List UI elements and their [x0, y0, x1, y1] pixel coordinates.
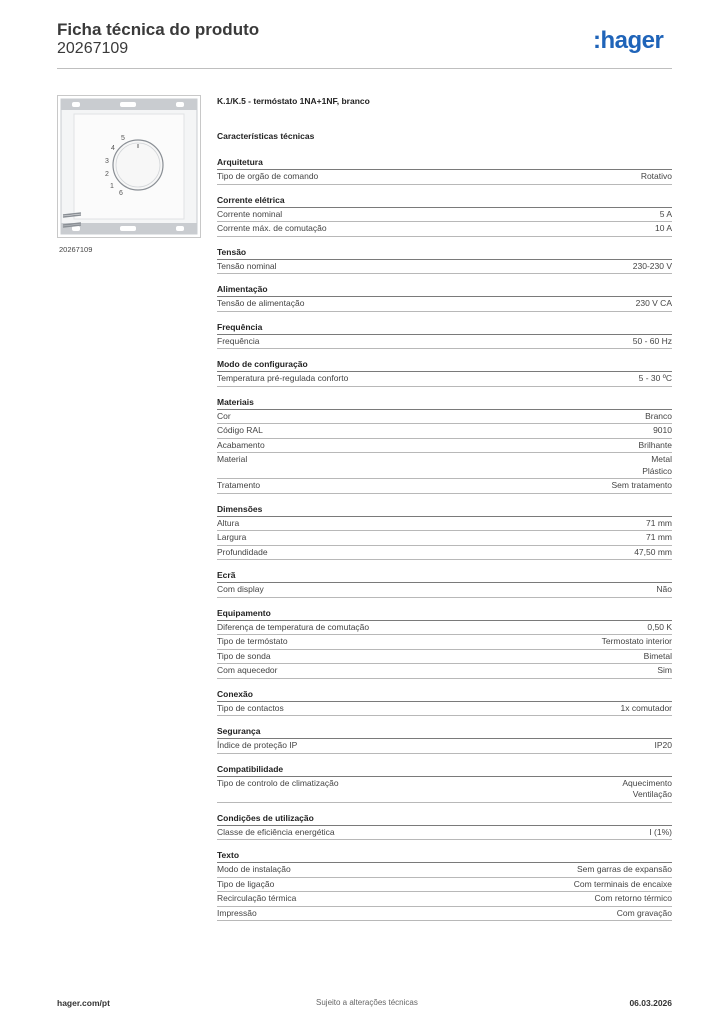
spec-group — [217, 320, 672, 350]
spec-value: Não — [656, 584, 672, 594]
spec-value: Termostato interior — [601, 636, 672, 646]
spec-label: Temperatura pré-regulada conforto — [217, 373, 349, 383]
spec-group-title: Corrente elétrica — [217, 194, 285, 205]
spec-group-title: Alimentação — [217, 284, 268, 294]
spec-label: Tensão nominal — [217, 260, 277, 271]
spec-group — [217, 502, 672, 561]
spec-label: Material — [217, 454, 248, 464]
spec-label: Acabamento — [217, 439, 265, 450]
spec-value: Sem garras de expansão — [577, 864, 672, 874]
spec-row — [217, 372, 672, 387]
spec-group — [217, 357, 672, 387]
spec-label: Corrente máx. de comutação — [217, 223, 327, 233]
spec-group-title: Arquitetura — [217, 157, 263, 167]
spec-row — [217, 635, 672, 650]
product-image — [57, 95, 201, 238]
spec-value: Com retorno térmico — [594, 893, 672, 903]
spec-row — [217, 297, 672, 312]
spec-value: Metal Plástico — [642, 454, 672, 476]
spec-row — [217, 260, 672, 275]
header-divider — [57, 68, 672, 69]
spec-row — [217, 826, 672, 841]
spec-group — [217, 724, 672, 754]
spec-value: 5 - 30 ºC — [638, 373, 672, 383]
spec-table — [217, 155, 672, 929]
hager-logo: :hager — [593, 27, 664, 54]
spec-label: Tensão de alimentação — [217, 298, 305, 308]
spec-row — [217, 583, 672, 598]
spec-group-title: Compatibilidade — [217, 763, 284, 774]
spec-value: Sem tratamento — [611, 480, 672, 490]
spec-row — [217, 517, 672, 532]
spec-group-title: Condições de utilização — [217, 812, 314, 823]
footer-website-link[interactable]: hager.com/pt — [57, 998, 110, 1008]
spec-value: 5 A — [659, 208, 672, 219]
image-caption: 20267109 — [59, 245, 93, 254]
spec-value: Brilhante — [638, 439, 672, 450]
thermostat-drawing — [58, 96, 200, 237]
product-code: 20267109 — [57, 40, 129, 57]
spec-label: Tipo de controlo de climatização — [217, 777, 339, 788]
spec-label: Índice de proteção IP — [217, 740, 298, 750]
page-title: Ficha técnica do produto — [57, 20, 260, 39]
spec-value: Branco — [645, 410, 672, 421]
spec-label: Tipo de termóstato — [217, 636, 288, 646]
spec-label: Diferença de temperatura de comutação — [217, 621, 370, 632]
dial-label: 3 — [105, 158, 109, 165]
spec-value: 71 mm — [646, 517, 672, 528]
spec-group-title: Texto — [217, 850, 240, 860]
spec-row — [217, 702, 672, 717]
spec-group — [217, 848, 672, 921]
spec-group — [217, 193, 672, 237]
spec-group-title: Equipamento — [217, 607, 271, 618]
spec-label: Recirculação térmica — [217, 893, 297, 903]
spec-group — [217, 687, 672, 717]
spec-value: Com terminais de encaixe — [573, 878, 672, 889]
spec-group-title: Tensão — [217, 246, 247, 257]
spec-row — [217, 208, 672, 223]
spec-value: 47,50 mm — [634, 546, 672, 557]
spec-row — [217, 878, 672, 893]
spec-value: 9010 — [653, 425, 672, 435]
spec-value: Sim — [657, 665, 672, 675]
spec-label: Altura — [217, 517, 240, 528]
spec-row — [217, 650, 672, 665]
spec-value: 230-230 V — [632, 260, 672, 271]
spec-group — [217, 811, 672, 841]
spec-label: Código RAL — [217, 425, 263, 435]
spec-value: 0,50 K — [647, 621, 672, 632]
spec-row — [217, 170, 672, 185]
spec-group-title: Segurança — [217, 726, 261, 736]
spec-value: I (1%) — [649, 826, 672, 837]
spec-value: 10 A — [654, 223, 672, 233]
section-heading: Características técnicas — [217, 131, 315, 141]
spec-label: Com display — [217, 584, 264, 594]
spec-row — [217, 335, 672, 350]
spec-row — [217, 531, 672, 546]
footer-date: 06.03.2026 — [629, 998, 672, 1008]
spec-row — [217, 739, 672, 754]
spec-label: Com aquecedor — [217, 665, 278, 675]
spec-label: Profundidade — [217, 546, 268, 557]
spec-value: Aquecimento Ventilação — [622, 777, 672, 799]
spec-value: Rotativo — [640, 171, 672, 181]
spec-row — [217, 410, 672, 425]
spec-group — [217, 395, 672, 494]
dial-label: 2 — [105, 171, 109, 178]
spec-group — [217, 245, 672, 275]
spec-label: Largura — [217, 532, 247, 542]
spec-row — [217, 907, 672, 922]
dial-label: 1 — [110, 183, 114, 190]
dial-label: 4 — [111, 145, 115, 152]
spec-label: Cor — [217, 410, 231, 421]
spec-group-title: Frequência — [217, 321, 263, 332]
spec-value: 1x comutador — [620, 702, 672, 713]
spec-label: Tipo de orgão de comando — [217, 171, 319, 181]
spec-label: Tipo de ligação — [217, 878, 275, 889]
spec-group-title: Conexão — [217, 688, 253, 699]
spec-label: Modo de instalação — [217, 864, 291, 874]
spec-row — [217, 664, 672, 679]
spec-value: IP20 — [654, 740, 672, 750]
footer-disclaimer: Sujeito a alterações técnicas — [316, 998, 418, 1007]
spec-row — [217, 424, 672, 439]
spec-label: Frequência — [217, 335, 260, 346]
spec-row — [217, 777, 672, 803]
product-name: K.1/K.5 - termóstato 1NA+1NF, branco — [217, 96, 370, 106]
spec-group-title: Ecrã — [217, 570, 236, 580]
spec-row — [217, 892, 672, 907]
spec-value: 230 V CA — [635, 298, 672, 308]
spec-label: Tipo de sonda — [217, 650, 271, 661]
spec-group — [217, 606, 672, 679]
spec-label: Tratamento — [217, 480, 261, 490]
spec-row — [217, 621, 672, 636]
spec-value: 71 mm — [646, 532, 672, 542]
spec-value: Com gravação — [616, 907, 672, 918]
dial-label: 6 — [119, 190, 123, 197]
spec-group — [217, 155, 672, 185]
spec-group — [217, 282, 672, 312]
spec-row — [217, 863, 672, 878]
spec-row — [217, 453, 672, 479]
spec-value: 50 - 60 Hz — [632, 335, 672, 346]
dial-label: 5 — [121, 135, 125, 142]
spec-label: Impressão — [217, 907, 257, 918]
spec-group — [217, 762, 672, 803]
spec-row — [217, 479, 672, 494]
spec-value: Bimetal — [643, 650, 672, 661]
spec-group-title: Dimensões — [217, 503, 263, 514]
spec-row — [217, 222, 672, 237]
spec-label: Corrente nominal — [217, 208, 283, 219]
spec-group — [217, 568, 672, 598]
spec-label: Classe de eficiência energética — [217, 826, 335, 837]
spec-row — [217, 546, 672, 561]
spec-group-title: Materiais — [217, 396, 254, 407]
spec-group-title: Modo de configuração — [217, 359, 308, 369]
spec-row — [217, 439, 672, 454]
spec-label: Tipo de contactos — [217, 702, 284, 713]
